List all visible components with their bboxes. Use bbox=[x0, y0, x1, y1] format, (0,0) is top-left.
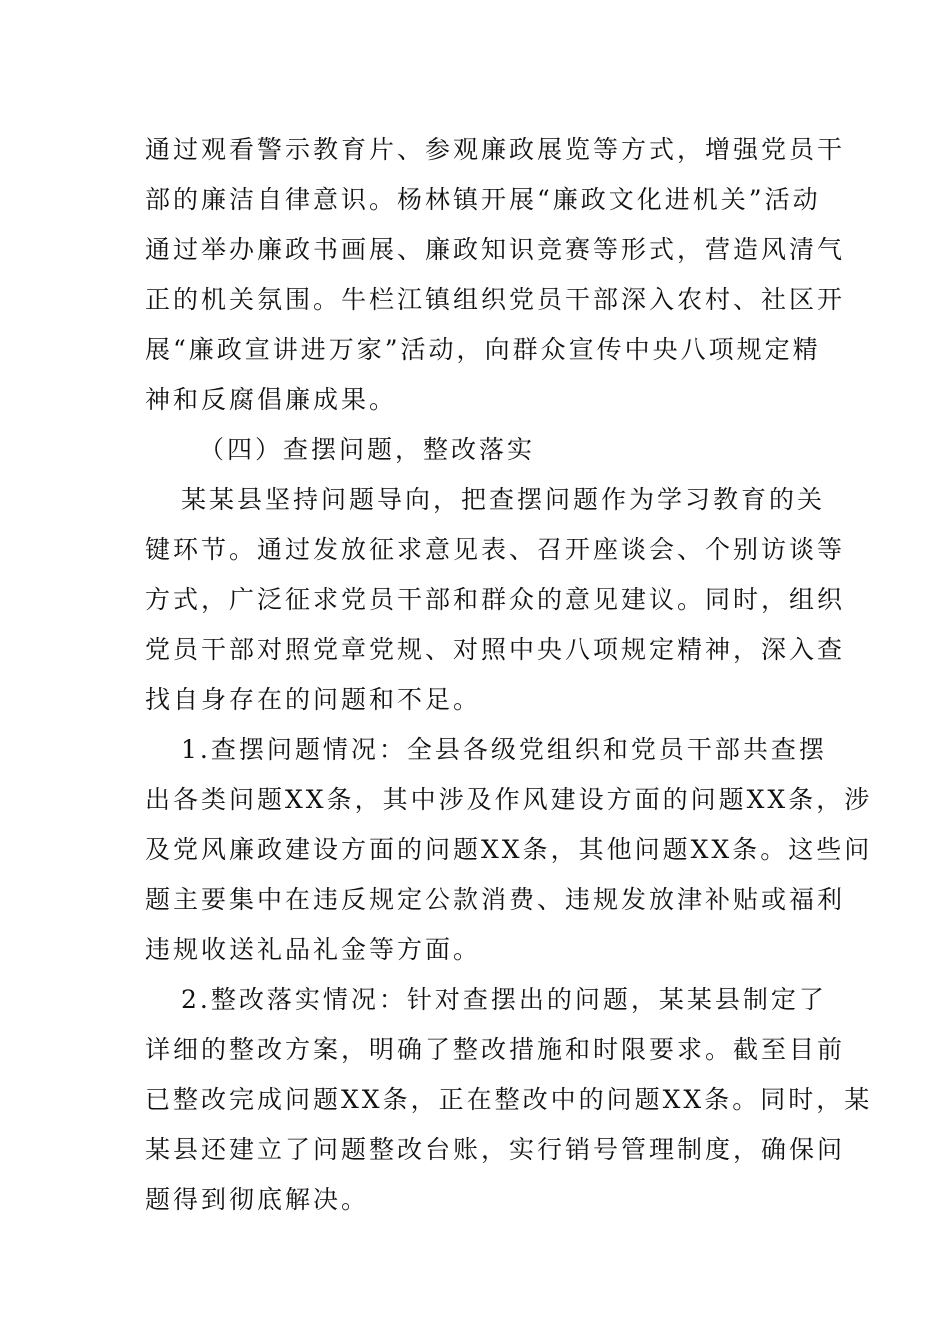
body-line: 党员干部对照党章党规、对照中央八项规定精神，深入查 bbox=[145, 635, 846, 664]
body-line: 键环节。通过发放征求意见表、召开座谈会、个别访谈等 bbox=[145, 535, 846, 564]
body-line: 已整改完成问题XX条，正在整改中的问题XX条。同时，某 bbox=[145, 1085, 873, 1114]
body-line: 展“廉政宣讲进万家”活动，向群众宣传中央八项规定精 bbox=[145, 335, 821, 364]
body-line: 及党风廉政建设方面的问题XX条，其他问题XX条。这些问 bbox=[145, 835, 873, 864]
paragraph-first-line: 某某县坚持问题导向，把查摆问题作为学习教育的关 bbox=[181, 485, 826, 514]
body-line: 题主要集中在违反规定公款消费、违规发放津补贴或福利 bbox=[145, 885, 846, 914]
list-item-1-first-line: 1.查摆问题情况：全县各级党组织和党员干部共查摆 bbox=[181, 735, 827, 764]
section-heading: （四）查摆问题，整改落实 bbox=[199, 435, 536, 464]
body-line: 方式，广泛征求党员干部和群众的意见建议。同时，组织 bbox=[145, 585, 846, 614]
body-line: 通过举办廉政书画展、廉政知识竞赛等形式，营造风清气 bbox=[145, 235, 846, 264]
document-body bbox=[145, 125, 873, 1225]
body-line: 通过观看警示教育片、参观廉政展览等方式，增强党员干 bbox=[145, 135, 846, 164]
body-line: 题得到彻底解决。 bbox=[145, 1185, 370, 1214]
body-line: 出各类问题XX条，其中涉及作风建设方面的问题XX条，涉 bbox=[145, 785, 873, 814]
body-line: 某县还建立了问题整改台账，实行销号管理制度，确保问 bbox=[145, 1135, 846, 1164]
list-item-2-first-line: 2.整改落实情况：针对查摆出的问题，某某县制定了 bbox=[181, 985, 827, 1014]
body-line: 找自身存在的问题和不足。 bbox=[145, 685, 482, 714]
body-line: 部的廉洁自律意识。杨林镇开展“廉政文化进机关”活动 bbox=[145, 185, 821, 214]
body-line: 违规收送礼品礼金等方面。 bbox=[145, 935, 482, 964]
body-line: 正的机关氛围。牛栏江镇组织党员干部深入农村、社区开 bbox=[145, 285, 846, 314]
body-line: 详细的整改方案，明确了整改措施和时限要求。截至目前 bbox=[145, 1035, 846, 1064]
body-line: 神和反腐倡廉成果。 bbox=[145, 385, 398, 414]
